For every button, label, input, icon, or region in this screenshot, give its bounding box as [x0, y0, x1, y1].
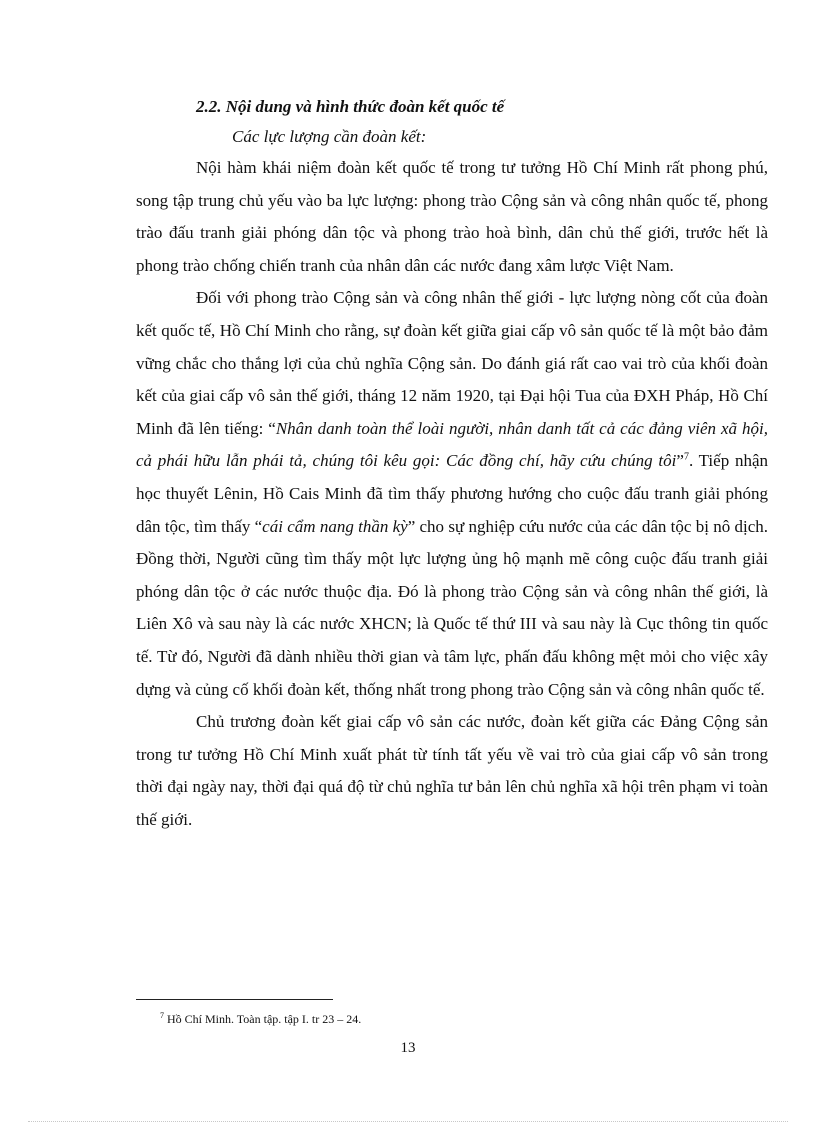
page-number: 13	[400, 1040, 416, 1056]
paragraph-2-intro: Đối với phong trào Cộng sản và công nhân thế giới - lực lượng nòng cốt của đoàn kết quốc tế, Hồ Chí Minh cho rằng, sự đoàn kết giữa giai cấp vô sản quốc tế là một bảo đảm vững chắc cho thắng lợi của chủ nghĩa Cộng sản. Do đánh giá rất cao vai trò của khối đoàn kết của giai cấp vô sản thế giới, tháng 12 năm 1920, tại Đại hội Tua của ĐXH Pháp, Hồ Chí Minh đã lên tiếng: “	[136, 288, 768, 438]
paragraph-2	[136, 282, 768, 706]
paragraph-3: Chủ trương đoàn kết giai cấp vô sản các nước, đoàn kết giữa các Đảng Cộng sản trong tư tưởng Hồ Chí Minh xuất phát từ tính tất yếu về vai trò của giai cấp vô sản trong thời đại ngày nay, thời đại quá độ từ chủ nghĩa tư bản lên chủ nghĩa xã hội trên phạm vi toàn thế giới.	[136, 712, 768, 829]
footnote-reference[interactable]: 7	[683, 451, 689, 463]
quote-close: ”	[676, 451, 684, 471]
quote-text: Nhân danh toàn thể loài người, nhân danh tất cả các đảng viên xã hội, cả phái hữu lẫn phái tả, chúng tôi kêu gọi: Các đồng chí, hãy cứu chúng tôi	[136, 418, 768, 471]
paragraph-2-middle: . Tiếp nhận học thuyết Lênin, Hồ Cais Minh đã tìm thấy phương hướng cho cuộc đấu tranh giải phóng dân tộc, tìm thấy “	[136, 451, 769, 536]
footnote-text: Hồ Chí Minh. Toàn tập. tập I. tr 23 – 24.	[164, 1012, 362, 1026]
page-bottom-border	[28, 1121, 788, 1122]
footnote	[160, 1008, 361, 1027]
quote-text-2: cái cẩm nang thần kỳ	[262, 516, 408, 536]
footnote-separator	[136, 999, 333, 1000]
main-text	[136, 92, 768, 836]
paragraph-2-end: ” cho sự nghiệp cứu nước của các dân tộc bị nô dịch. Đồng thời, Người cũng tìm thấy một lực lượng ủng hộ mạnh mẽ công cuộc đấu tranh giải phóng dân tộc ở các nước thuộc địa. Đó là phong trào Cộng sản và công nhân thế giới, là Liên Xô và sau này là các nước XHCN; là Quốc tế thứ III và sau này là Cục thông tin quốc tế. Từ đó, Người đã dành nhiều thời gian và tâm lực, phấn đấu không mệt mỏi cho việc xây dựng và củng cố khối đoàn kết, thống nhất trong phong trào Cộng sản và công nhân quốc tế.	[136, 516, 768, 699]
footnote-number: 7	[160, 1011, 164, 1020]
section-heading: 2.2. Nội dung và hình thức đoàn kết quốc tế	[196, 97, 505, 116]
subheading: Các lực lượng cần đoàn kết:	[232, 127, 427, 146]
paragraph-1: Nội hàm khái niệm đoàn kết quốc tế trong tư tưởng Hồ Chí Minh rất phong phú, song tập trung chủ yếu vào ba lực lượng: phong trào Cộng sản và công nhân quốc tế, phong trào đấu tranh giải phóng dân tộc và phong trào hoà bình, dân chủ thế giới, trước hết là phong trào chống chiến tranh của nhân dân các nước đang xâm lược Việt Nam.	[136, 158, 768, 275]
